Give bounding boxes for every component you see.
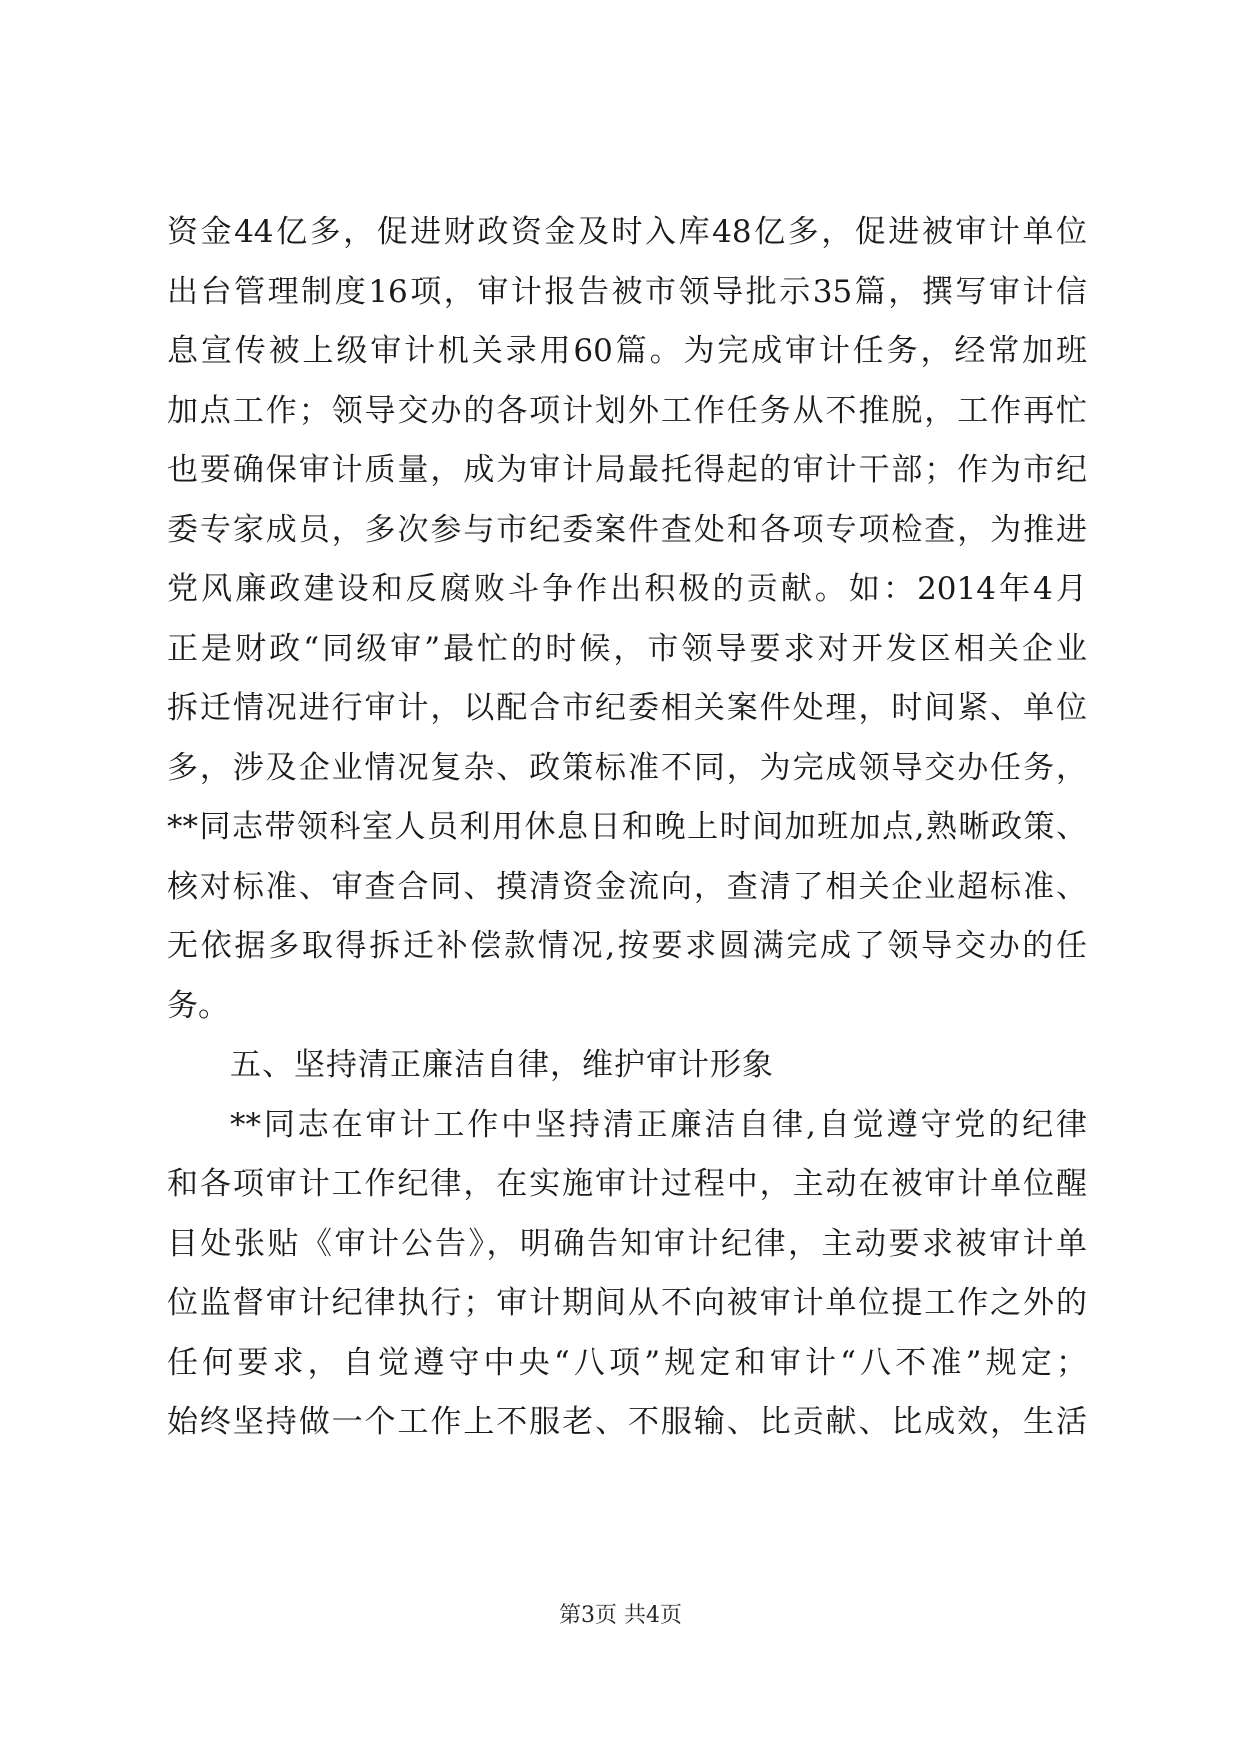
text-line: 委专家成员，多次参与市纪委案件查处和各项专项检查，为推进 [167, 512, 1087, 548]
text-line: 也要确保审计质量，成为审计局最托得起的审计干部；作为市纪 [167, 452, 1087, 488]
text-line: 加点工作；领导交办的各项计划外工作任务从不推脱，工作再忙 [167, 393, 1087, 429]
text-line: 核对标准、审查合同、摸清资金流向，查清了相关企业超标准、 [167, 869, 1087, 905]
text-line: 和各项审计工作纪律，在实施审计过程中，主动在被审计单位醒 [167, 1166, 1087, 1202]
text-line: 位监督审计纪律执行；审计期间从不向被审计单位提工作之外的 [167, 1285, 1087, 1321]
text-line: 息宣传被上级审计机关录用60篇。为完成审计任务，经常加班 [167, 333, 1087, 369]
text-line: 党风廉政建设和反腐败斗争作出积极的贡献。如：2014年4月 [167, 571, 1087, 607]
section-heading: 五、坚持清正廉洁自律，维护审计形象 [230, 1047, 774, 1083]
text-line: **同志在审计工作中坚持清正廉洁自律,自觉遵守党的纪律 [230, 1107, 1087, 1143]
text-line: 多，涉及企业情况复杂、政策标准不同，为完成领导交办任务， [167, 750, 1087, 786]
text-line: 资金44亿多，促进财政资金及时入库48亿多，促进被审计单位 [167, 214, 1087, 250]
page-number-footer: 第3页 共4页 [559, 1603, 682, 1628]
text-line: 正是财政“同级审”最忙的时候，市领导要求对开发区相关企业 [167, 631, 1087, 667]
text-line: 目处张贴《审计公告》，明确告知审计纪律，主动要求被审计单 [167, 1226, 1087, 1262]
text-line: 务。 [167, 988, 229, 1024]
text-line: 任何要求，自觉遵守中央“八项”规定和审计“八不准”规定； [167, 1345, 1087, 1381]
text-line: 无依据多取得拆迁补偿款情况,按要求圆满完成了领导交办的任 [167, 928, 1087, 964]
text-line: 始终坚持做一个工作上不服老、不服输、比贡献、比成效，生活 [167, 1404, 1087, 1440]
text-line: 出台管理制度16项，审计报告被市领导批示35篇，撰写审计信 [167, 274, 1087, 310]
text-line: **同志带领科室人员利用休息日和晚上时间加班加点,熟晰政策、 [167, 809, 1087, 845]
text-line: 拆迁情况进行审计，以配合市纪委相关案件处理，时间紧、单位 [167, 690, 1087, 726]
